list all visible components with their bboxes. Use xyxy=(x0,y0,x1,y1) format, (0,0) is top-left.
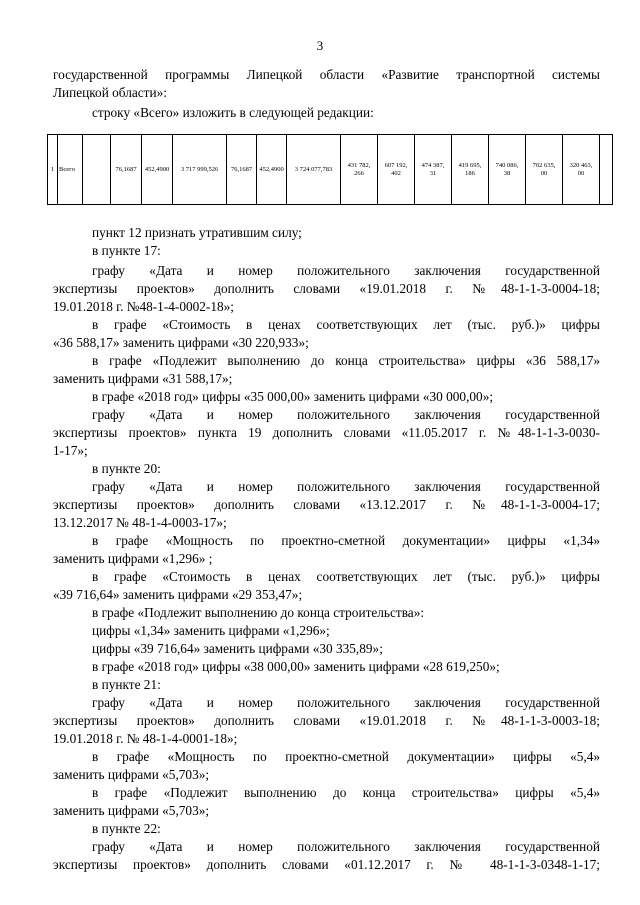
table-cell: Всего xyxy=(58,135,83,205)
table-cell: 607 192, 402 xyxy=(378,135,415,205)
body-line: экспертизы проектов» дополнить словами «19.01.2018 г. №48-1-1-3-0004-18; xyxy=(53,281,600,296)
body-line: графу «Дата и номер положительного заключения государственной xyxy=(92,479,600,494)
table-cell: 76,1687 xyxy=(227,135,257,205)
table-cell: 419 695, 186 xyxy=(452,135,489,205)
body-line: графу «Дата и номер положительного заключения государственной xyxy=(92,839,600,854)
body-line: 13.12.2017 № 48-1-4-0003-17»; xyxy=(53,515,227,530)
body-line: в графе «Подлежит выполнению до конца строительства»: xyxy=(92,605,425,620)
body-line: в пункте 21: xyxy=(92,677,161,692)
intro-line: строку «Всего» изложить в следующей редакции: xyxy=(92,105,374,120)
body-line: экспертизы проектов» дополнить словами «13.12.2017 г. №48-1-1-3-0004-17; xyxy=(53,497,600,512)
body-line: в графе «2018 год» цифры «38 000,00» заменить цифрами «28 619,250»; xyxy=(92,659,500,674)
table-cell: 1 xyxy=(48,135,58,205)
table-cell: 452,4900 xyxy=(142,135,173,205)
intro-line: Липецкой области»: xyxy=(53,85,167,100)
body-line: заменить цифрами «5,703»; xyxy=(53,803,210,818)
total-row-table xyxy=(47,134,613,205)
body-line: в пункте 22: xyxy=(92,821,161,836)
body-line: 1-17»; xyxy=(53,443,88,458)
body-line: в графе «Подлежит выполнению до конца строительства» цифры «36 588,17» xyxy=(92,353,600,368)
table-cell: 452,4900 xyxy=(257,135,287,205)
body-line: цифры «1,34» заменить цифрами «1,296»; xyxy=(92,623,330,638)
body-line: графу «Дата и номер положительного заключения государственной xyxy=(92,407,600,422)
body-line: в графе «Стоимость в ценах соответствующих лет (тыс. руб.)» цифры xyxy=(92,569,600,584)
body-line: «36 588,17» заменить цифрами «30 220,933»; xyxy=(53,335,309,350)
body-line: заменить цифрами «5,703»; xyxy=(53,767,210,782)
page-number: 3 xyxy=(316,38,324,53)
table-row xyxy=(48,135,613,205)
body-line: заменить цифрами «1,296» ; xyxy=(53,551,213,566)
body-line: заменить цифрами «31 588,17»; xyxy=(53,371,233,386)
body-line: пункт 12 признать утратившим силу; xyxy=(92,225,302,240)
body-line: 19.01.2018 г. № 48-1-4-0001-18»; xyxy=(53,731,238,746)
table-cell: 76,1687 xyxy=(111,135,142,205)
body-line: в графе «Мощность по проектно-сметной документации» цифры «1,34» xyxy=(92,533,600,548)
table-cell: 3 724 077,783 xyxy=(287,135,341,205)
table-cell: 474 387, 31 xyxy=(415,135,452,205)
body-line: экспертизы проектов» дополнить словами «19.01.2018 г. №48-1-1-3-0003-18; xyxy=(53,713,600,728)
body-line: в пункте 17: xyxy=(92,243,161,258)
body-line: экспертизы проектов» пункта 19 дополнить словами «11.05.2017 г. №48-1-1-3-0030- xyxy=(53,425,600,440)
body-line: графу «Дата и номер положительного заключения государственной xyxy=(92,263,600,278)
body-line: в графе «Стоимость в ценах соответствующих лет (тыс. руб.)» цифры xyxy=(92,317,600,332)
body-line: в графе «2018 год» цифры «35 000,00» заменить цифрами «30 000,00»; xyxy=(92,389,494,404)
table-cell xyxy=(83,135,111,205)
body-line: в графе «Подлежит выполнению до конца строительства» цифры «5,4» xyxy=(92,785,600,800)
body-line: в пункте 20: xyxy=(92,461,161,476)
table-cell: 3 717 999,526 xyxy=(173,135,227,205)
table-cell xyxy=(600,135,613,205)
body-line: экспертизы проектов» дополнить словами «01.12.2017 г. № 48-1-1-3-0348-1-17; xyxy=(53,857,600,872)
body-line: 19.01.2018 г. №48-1-4-0002-18»; xyxy=(53,299,234,314)
intro-line: государственной программы Липецкой области «Развитие транспортной системы xyxy=(53,67,600,82)
body-line: «39 716,64» заменить цифрами «29 353,47»; xyxy=(53,587,303,602)
table-cell: 431 782, 266 xyxy=(341,135,378,205)
table-cell: 702 635, 00 xyxy=(526,135,563,205)
body-line: цифры «39 716,64» заменить цифрами «30 335,89»; xyxy=(92,641,383,656)
table-cell: 320 463, 00 xyxy=(563,135,600,205)
table-cell: 740 086, 38 xyxy=(489,135,526,205)
body-line: в графе «Мощность по проектно-сметной документации» цифры «5,4» xyxy=(92,749,600,764)
body-line: графу «Дата и номер положительного заключения государственной xyxy=(92,695,600,710)
